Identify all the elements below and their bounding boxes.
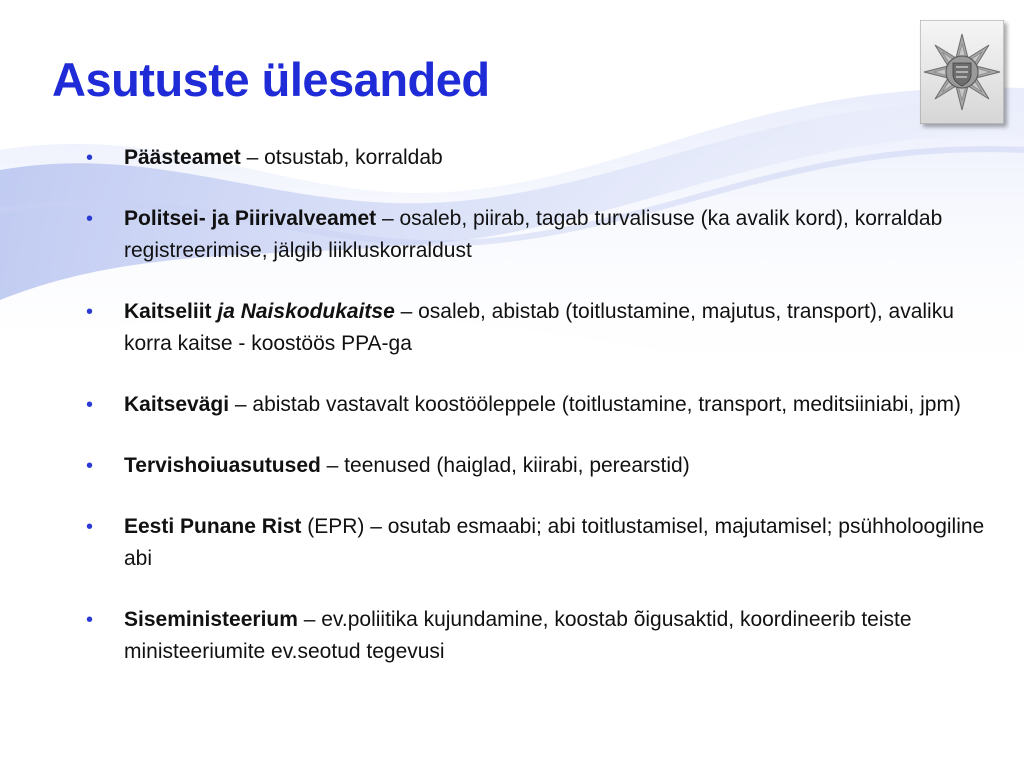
bullet-item-agency: Siseministeerium	[124, 608, 298, 631]
bullet-item-description: – ev.poliitika kujundamine, koostab õigusaktid, koordineerib teiste ministeeriumite ev.seotud tegevusi	[124, 608, 912, 663]
bullet-dot-icon: •	[86, 208, 94, 230]
bullet-item-agency: Kaitsevägi	[124, 393, 230, 416]
slide-title: Asutuste ülesanded	[52, 53, 490, 106]
bullet-dot-icon: •	[86, 455, 94, 477]
bullet-dot-icon: •	[86, 147, 94, 169]
bullet-item-agency: Tervishoiuasutused	[124, 454, 321, 477]
bullet-item	[86, 203, 986, 267]
bullet-item-description: – osaleb, piirab, tagab turvalisuse (ka avalik kord), korraldab registreerimise, jälgib liikluskorraldust	[124, 207, 943, 262]
bullet-dot-icon: •	[86, 301, 94, 323]
bullet-item	[86, 511, 986, 575]
bullet-item-agency: Kaitseliit	[124, 300, 212, 323]
bullet-item	[86, 450, 986, 482]
bullet-item-description: – otsustab, korraldab	[240, 146, 443, 169]
bullet-dot-icon: •	[86, 516, 94, 538]
bullet-item	[86, 142, 986, 174]
bullet-dot-icon: •	[86, 609, 94, 631]
rescue-board-star-emblem-icon	[920, 20, 1004, 124]
bullet-dot-icon: •	[86, 394, 94, 416]
bullet-item-description: – teenused (haiglad, kiirabi, perearstid)	[320, 454, 690, 477]
rescue-emblem-badge	[920, 20, 1004, 124]
bullet-item-agency: Päästeamet	[124, 146, 241, 169]
bullet-item-agency-italic: ja Naiskodukaitse	[211, 300, 395, 323]
bullet-item-description: (EPR) – osutab esmaabi; abi toitlustamisel, majutamisel; psühholoogiline abi	[124, 515, 985, 570]
bullet-item	[86, 604, 986, 668]
bullet-list	[86, 142, 986, 697]
bullet-item-agency: Politsei- ja Piirivalveamet	[124, 207, 377, 230]
bullet-item	[86, 296, 986, 360]
bullet-item	[86, 389, 986, 421]
bullet-item-agency: Eesti Punane Rist	[124, 515, 302, 538]
bullet-item-description: – osaleb, abistab (toitlustamine, majutus, transport), avaliku korra kaitse - koostöös PPA-ga	[124, 300, 954, 355]
bullet-item-description: – abistab vastavalt koostööleppele (toitlustamine, transport, meditsiiniabi, jpm)	[229, 393, 961, 416]
